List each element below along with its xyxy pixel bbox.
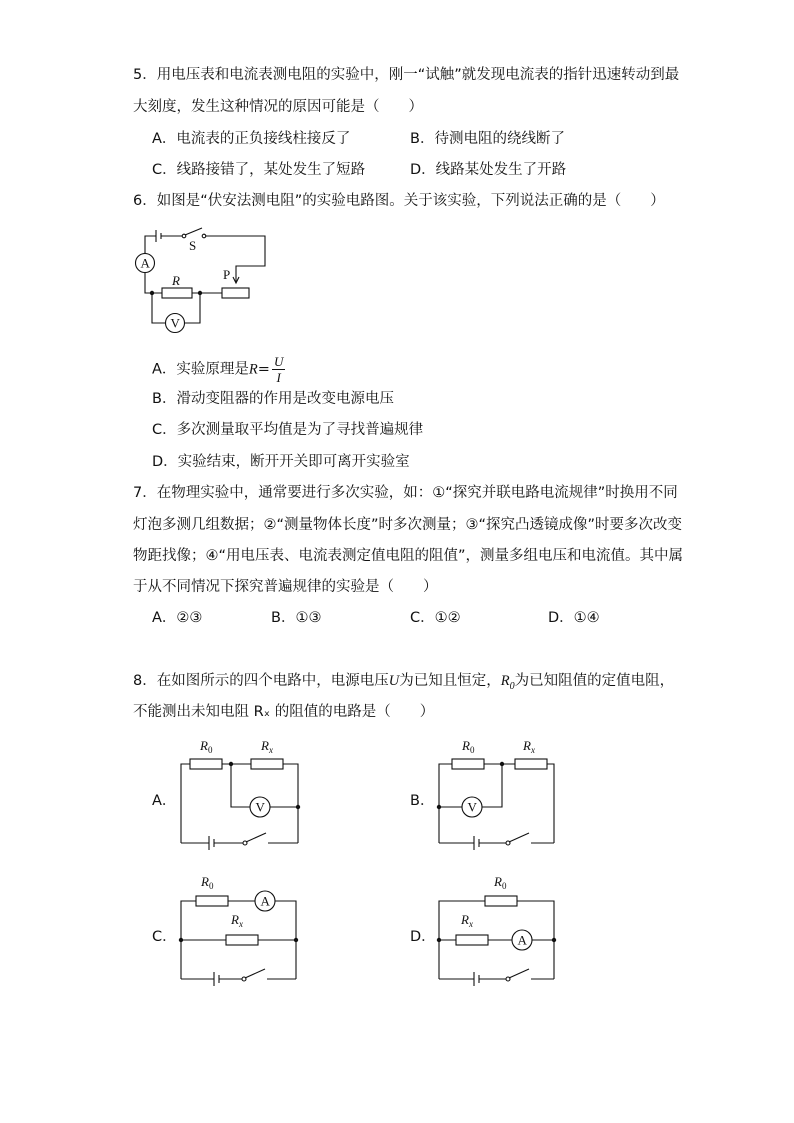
q7-stem-line4: 于从不同情况下探究普遍规律的实验是（ ） <box>133 579 438 595</box>
q8a-r0-resistor <box>190 759 222 769</box>
q7-stem-line1: 7．在物理实验中，通常要进行多次实验，如：①“探究并联电路电流规律”时换用不同 <box>133 485 678 501</box>
q5-option-a: A．电流表的正负接线柱接反了 <box>152 131 351 147</box>
q6-formula-numerator: U <box>273 354 284 369</box>
q8-stem-text: 8．在如图所示的四个电路中，电源电压 <box>133 673 389 689</box>
q8d-r0-resistor <box>485 896 517 906</box>
q7-option-d: D．①④ <box>548 610 600 626</box>
q5-stem-line1: 5．用电压表和电流表测电阻的实验中，刚一“试触”就发现电流表的指针迅速转动到最 <box>133 67 680 83</box>
q7-option-b: B．①③ <box>271 610 322 626</box>
q8c-ammeter-label: A <box>260 893 270 909</box>
q8b-junction-dot <box>500 762 504 766</box>
q6-switch-contact <box>202 234 206 238</box>
q8-circuit-c <box>176 873 306 993</box>
q8b-switch-blade <box>509 833 529 842</box>
q6-switch-blade <box>185 228 202 235</box>
q8-stem-line1 <box>133 672 674 696</box>
q7-stem-line3: 物距找像；④“用电压表、电流表测定值电阻的阻值”，测量多组电压和电流值。其中属 <box>133 548 684 564</box>
q5-option-c: C．线路接错了，某处发生了短路 <box>152 162 366 178</box>
q8b-rx-label: $R_x$ <box>523 738 535 755</box>
q6-stem: 6．如图是“伏安法测电阻”的实验电路图。关于该实验，下列说法正确的是（ ） <box>133 193 665 209</box>
q8b-rx-resistor <box>515 759 547 769</box>
q8d-switch-blade <box>509 969 529 978</box>
q6-option-d: D．实验结束，断开开关即可离开实验室 <box>152 454 410 470</box>
q7-stem-line2: 灯泡多测几组数据；②“测量物体长度”时多次测量；③“探究凸透镜成像”时要多次改变 <box>133 517 683 533</box>
q6-formula-denominator: I <box>276 370 281 385</box>
q8-stem-line2: 不能测出未知电阻 Rₓ 的阻值的电路是（ ） <box>133 704 435 720</box>
q8d-r0-label: $R_0$ <box>494 874 507 891</box>
q7-option-a: A．②③ <box>152 610 203 626</box>
q8b-wire <box>547 764 554 843</box>
q8c-r0-label: $R_0$ <box>201 874 214 891</box>
q8d-rx-resistor <box>456 935 488 945</box>
q8-stem-text: 为已知阻值的定值电阻， <box>514 673 675 689</box>
q8a-rx-resistor <box>251 759 283 769</box>
q7-option-c: C．①② <box>410 610 461 626</box>
q6-formula-r: R <box>248 361 258 378</box>
q6-wire <box>206 236 265 282</box>
q6-resistor <box>162 288 192 298</box>
q6-voltmeter-label: V <box>170 315 180 331</box>
q8-label-a: A． <box>152 793 177 809</box>
q5-option-d: D．线路某处发生了开路 <box>410 162 567 178</box>
q6-formula-eq: = <box>257 361 270 378</box>
q8a-rx-label: $R_x$ <box>261 738 273 755</box>
q6-wire <box>145 236 156 254</box>
q8a-switch-blade <box>246 833 266 842</box>
q5-option-b: B．待测电阻的绕线断了 <box>410 131 565 147</box>
q8-label-d: D． <box>410 929 436 945</box>
q8d-junction-dot <box>552 938 556 942</box>
q8a-wire <box>181 764 190 843</box>
q6-formula-fraction <box>272 354 285 385</box>
q8b-wire <box>482 764 502 807</box>
q8a-wire <box>283 764 298 843</box>
q8-stem-text: 为已知且恒定， <box>399 673 501 689</box>
q8a-r0-label: $R_0$ <box>200 738 213 755</box>
q6-option-a <box>152 354 285 385</box>
q6-wire <box>145 273 162 293</box>
q8-stem-r0: R <box>500 673 510 689</box>
q8c-switch-blade <box>245 969 265 978</box>
q8b-voltmeter-label: V <box>467 799 477 815</box>
q6-option-b: B．滑动变阻器的作用是改变电源电压 <box>152 391 394 407</box>
q6-option-a-text: A．实验原理是 <box>152 361 249 378</box>
q6-switch-label: S <box>189 238 197 253</box>
q8d-rx-label: $R_x$ <box>461 912 473 929</box>
q8d-ammeter-label: A <box>517 932 527 948</box>
q8-label-c: C． <box>152 929 177 945</box>
q8a-junction-dot <box>296 805 300 809</box>
q6-ammeter-label: A <box>140 255 150 271</box>
q8-stem-u: U <box>388 673 400 689</box>
q8-stem-r0-sub: 0 <box>509 680 515 692</box>
q8a-voltmeter-label: V <box>255 799 265 815</box>
q6-rheostat <box>222 288 249 298</box>
q8c-junction-dot <box>294 938 298 942</box>
q8-label-b: B． <box>410 793 435 809</box>
q8-circuit-a <box>176 735 306 860</box>
q8c-rx-resistor <box>226 935 258 945</box>
q6-slider-label: P <box>223 267 231 282</box>
q6-resistor-label: R <box>172 273 180 288</box>
q8a-wire <box>231 764 250 807</box>
q5-stem-line2: 大刻度，发生这种情况的原因可能是（ ） <box>133 99 423 115</box>
q8-circuit-b <box>434 735 564 860</box>
q8c-rx-label: $R_x$ <box>231 912 243 929</box>
q8-circuit-d <box>434 873 564 993</box>
q8b-wire <box>439 764 452 843</box>
q6-circuit-diagram <box>130 222 280 337</box>
q8b-r0-resistor <box>452 759 484 769</box>
q8c-r0-resistor <box>196 896 228 906</box>
q8b-r0-label: $R_0$ <box>462 738 475 755</box>
q6-option-c: C．多次测量取平均值是为了寻找普遍规律 <box>152 422 424 438</box>
